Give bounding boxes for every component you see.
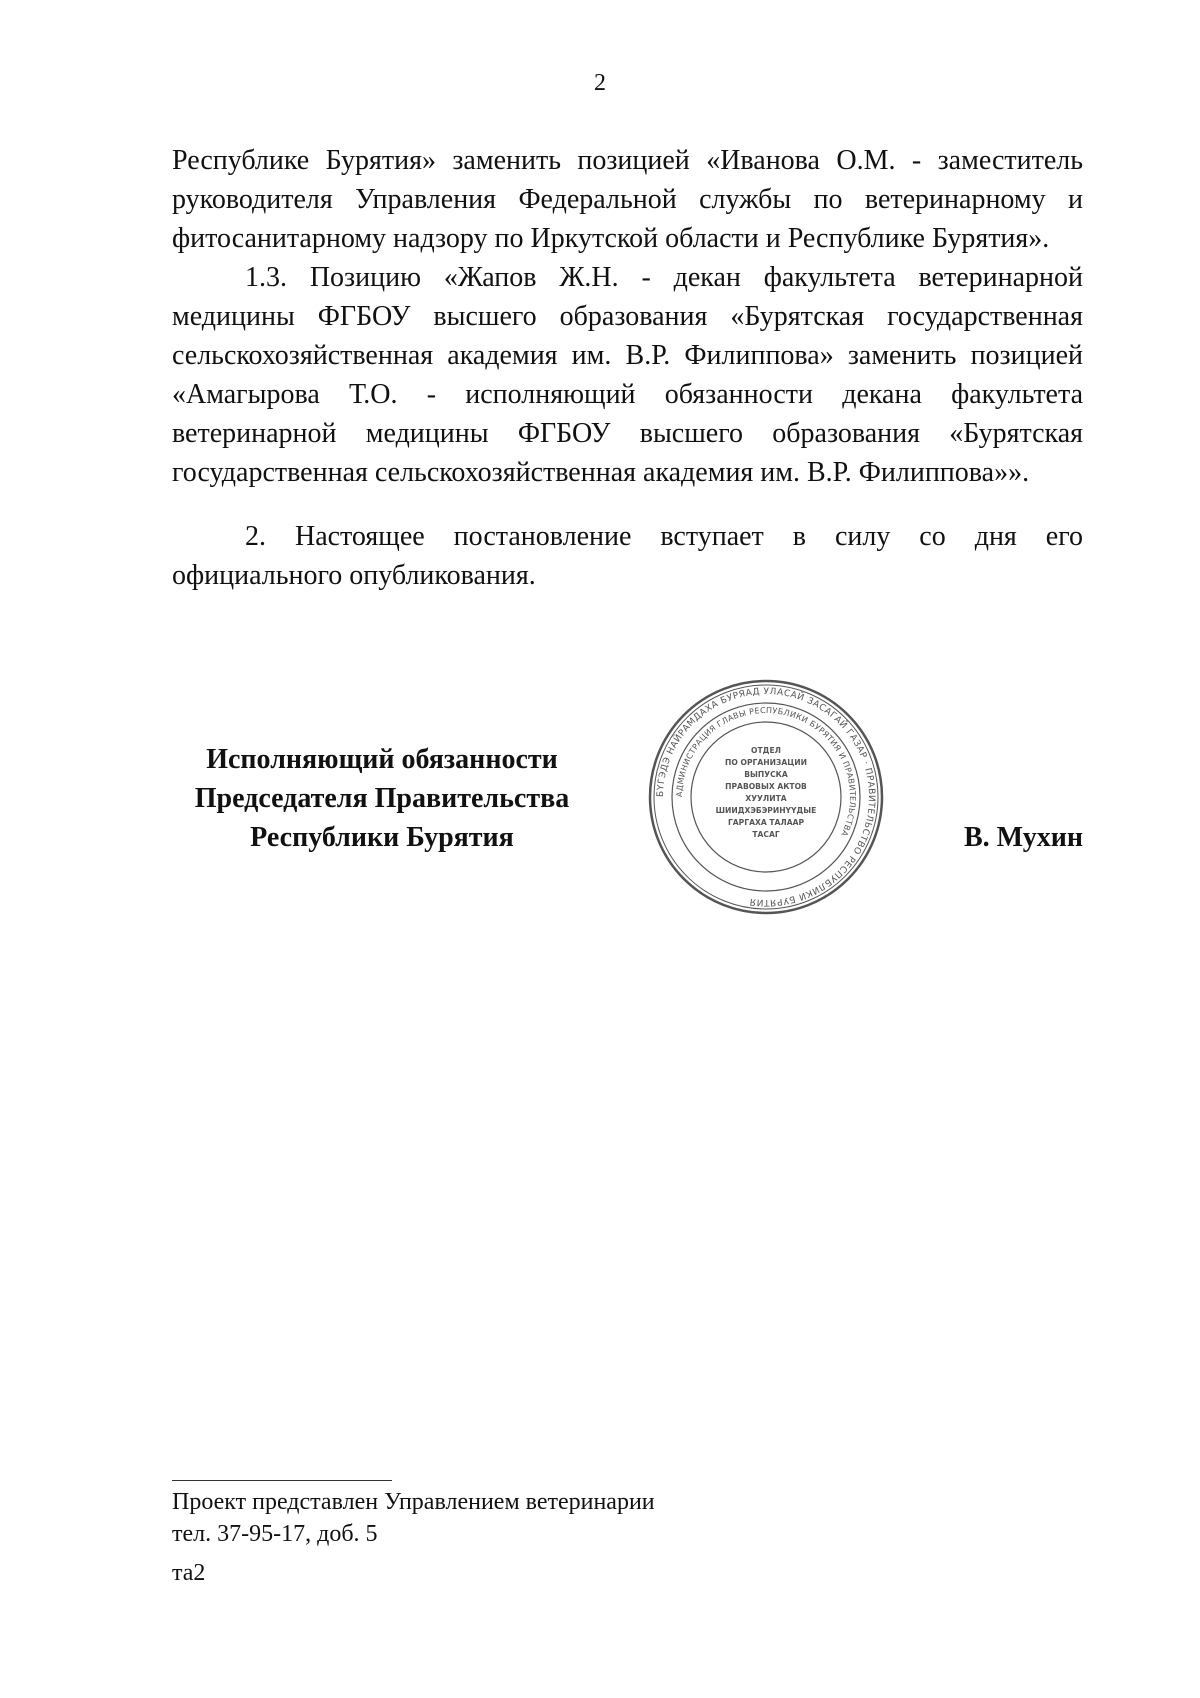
paragraph-text: 2. Настоящее постановление вступает в силу со дня его официального опубликования. (172, 521, 1083, 591)
seal-center-line: ГАРГАХА ТАЛААР (727, 818, 805, 827)
signatory-title-line: Республики Бурятия (250, 822, 514, 853)
seal-center-line: ОТДЕЛ (751, 746, 781, 755)
official-seal (646, 677, 886, 917)
seal-outer-ring-text: БҮГЭДЭ НАЙРАМДАХА БУРЯАД УЛАСАЙ ЗАСАГАЙ ГАЗАР · ПРАВИТЕЛЬСТВО РЕСПУБЛИКИ БУРЯТИЯ (655, 686, 877, 908)
seal-center-line: ПРАВОВЫХ АКТОВ (725, 782, 807, 791)
footnote (172, 1486, 655, 1550)
seal-center-line: ПО ОРГАНИЗАЦИИ (725, 758, 807, 767)
seal-center-line: ВЫПУСКА (744, 770, 788, 779)
signatory-title-line: Исполняющий обязанности (206, 744, 558, 775)
seal-center-line: ТАСАГ (752, 830, 780, 839)
footnote-line: Проект представлен Управлением ветеринарии (172, 1489, 655, 1515)
paragraph-text: Республике Бурятия» заменить позицией «Иванова О.М. - заместитель руководителя Управления Федеральной службы по ветеринарному и фитосанитарному надзору по Иркутской области и Республике Бурятия». (172, 145, 1083, 254)
seal-center-line: ШИИДХЭБЭРИНҮҮДЫЕ (715, 806, 817, 815)
footnote-line: тел. 37-95-17, доб. 5 (172, 1521, 378, 1547)
paragraph-continuation (172, 141, 1083, 258)
paragraph-text: 1.3. Позицию «Жапов Ж.Н. - декан факультета ветеринарной медицины ФГБОУ высшего образования «Бурятская государственная сельскохозяйственная академия им. В.Р. Филиппова» заменить позицией «Амагырова Т.О. - исполняющий обязанности декана факультета ветеринарной медицины ФГБОУ высшего образования «Бурятская государственная сельскохозяйственная академия им. В.Р. Филиппова»». (172, 262, 1083, 488)
footnote-divider (172, 1480, 392, 1481)
paragraph-item-1-3 (172, 258, 1083, 492)
paragraph-item-2 (172, 517, 1083, 595)
document-code: та2 (172, 1560, 206, 1586)
signatory-title-line: Председателя Правительства (194, 783, 570, 814)
page-number: 2 (594, 70, 606, 96)
seal-inner-ring-text: АДМИНИСТРАЦИЯ ГЛАВЫ РЕСПУБЛИКИ БУРЯТИЯ И ПРАВИТЕЛЬСТВА (674, 705, 858, 838)
seal-center-line: ХУУЛИТА (745, 794, 787, 803)
signatory-title (172, 740, 592, 857)
signatory-name: В. Мухин (964, 822, 1083, 853)
